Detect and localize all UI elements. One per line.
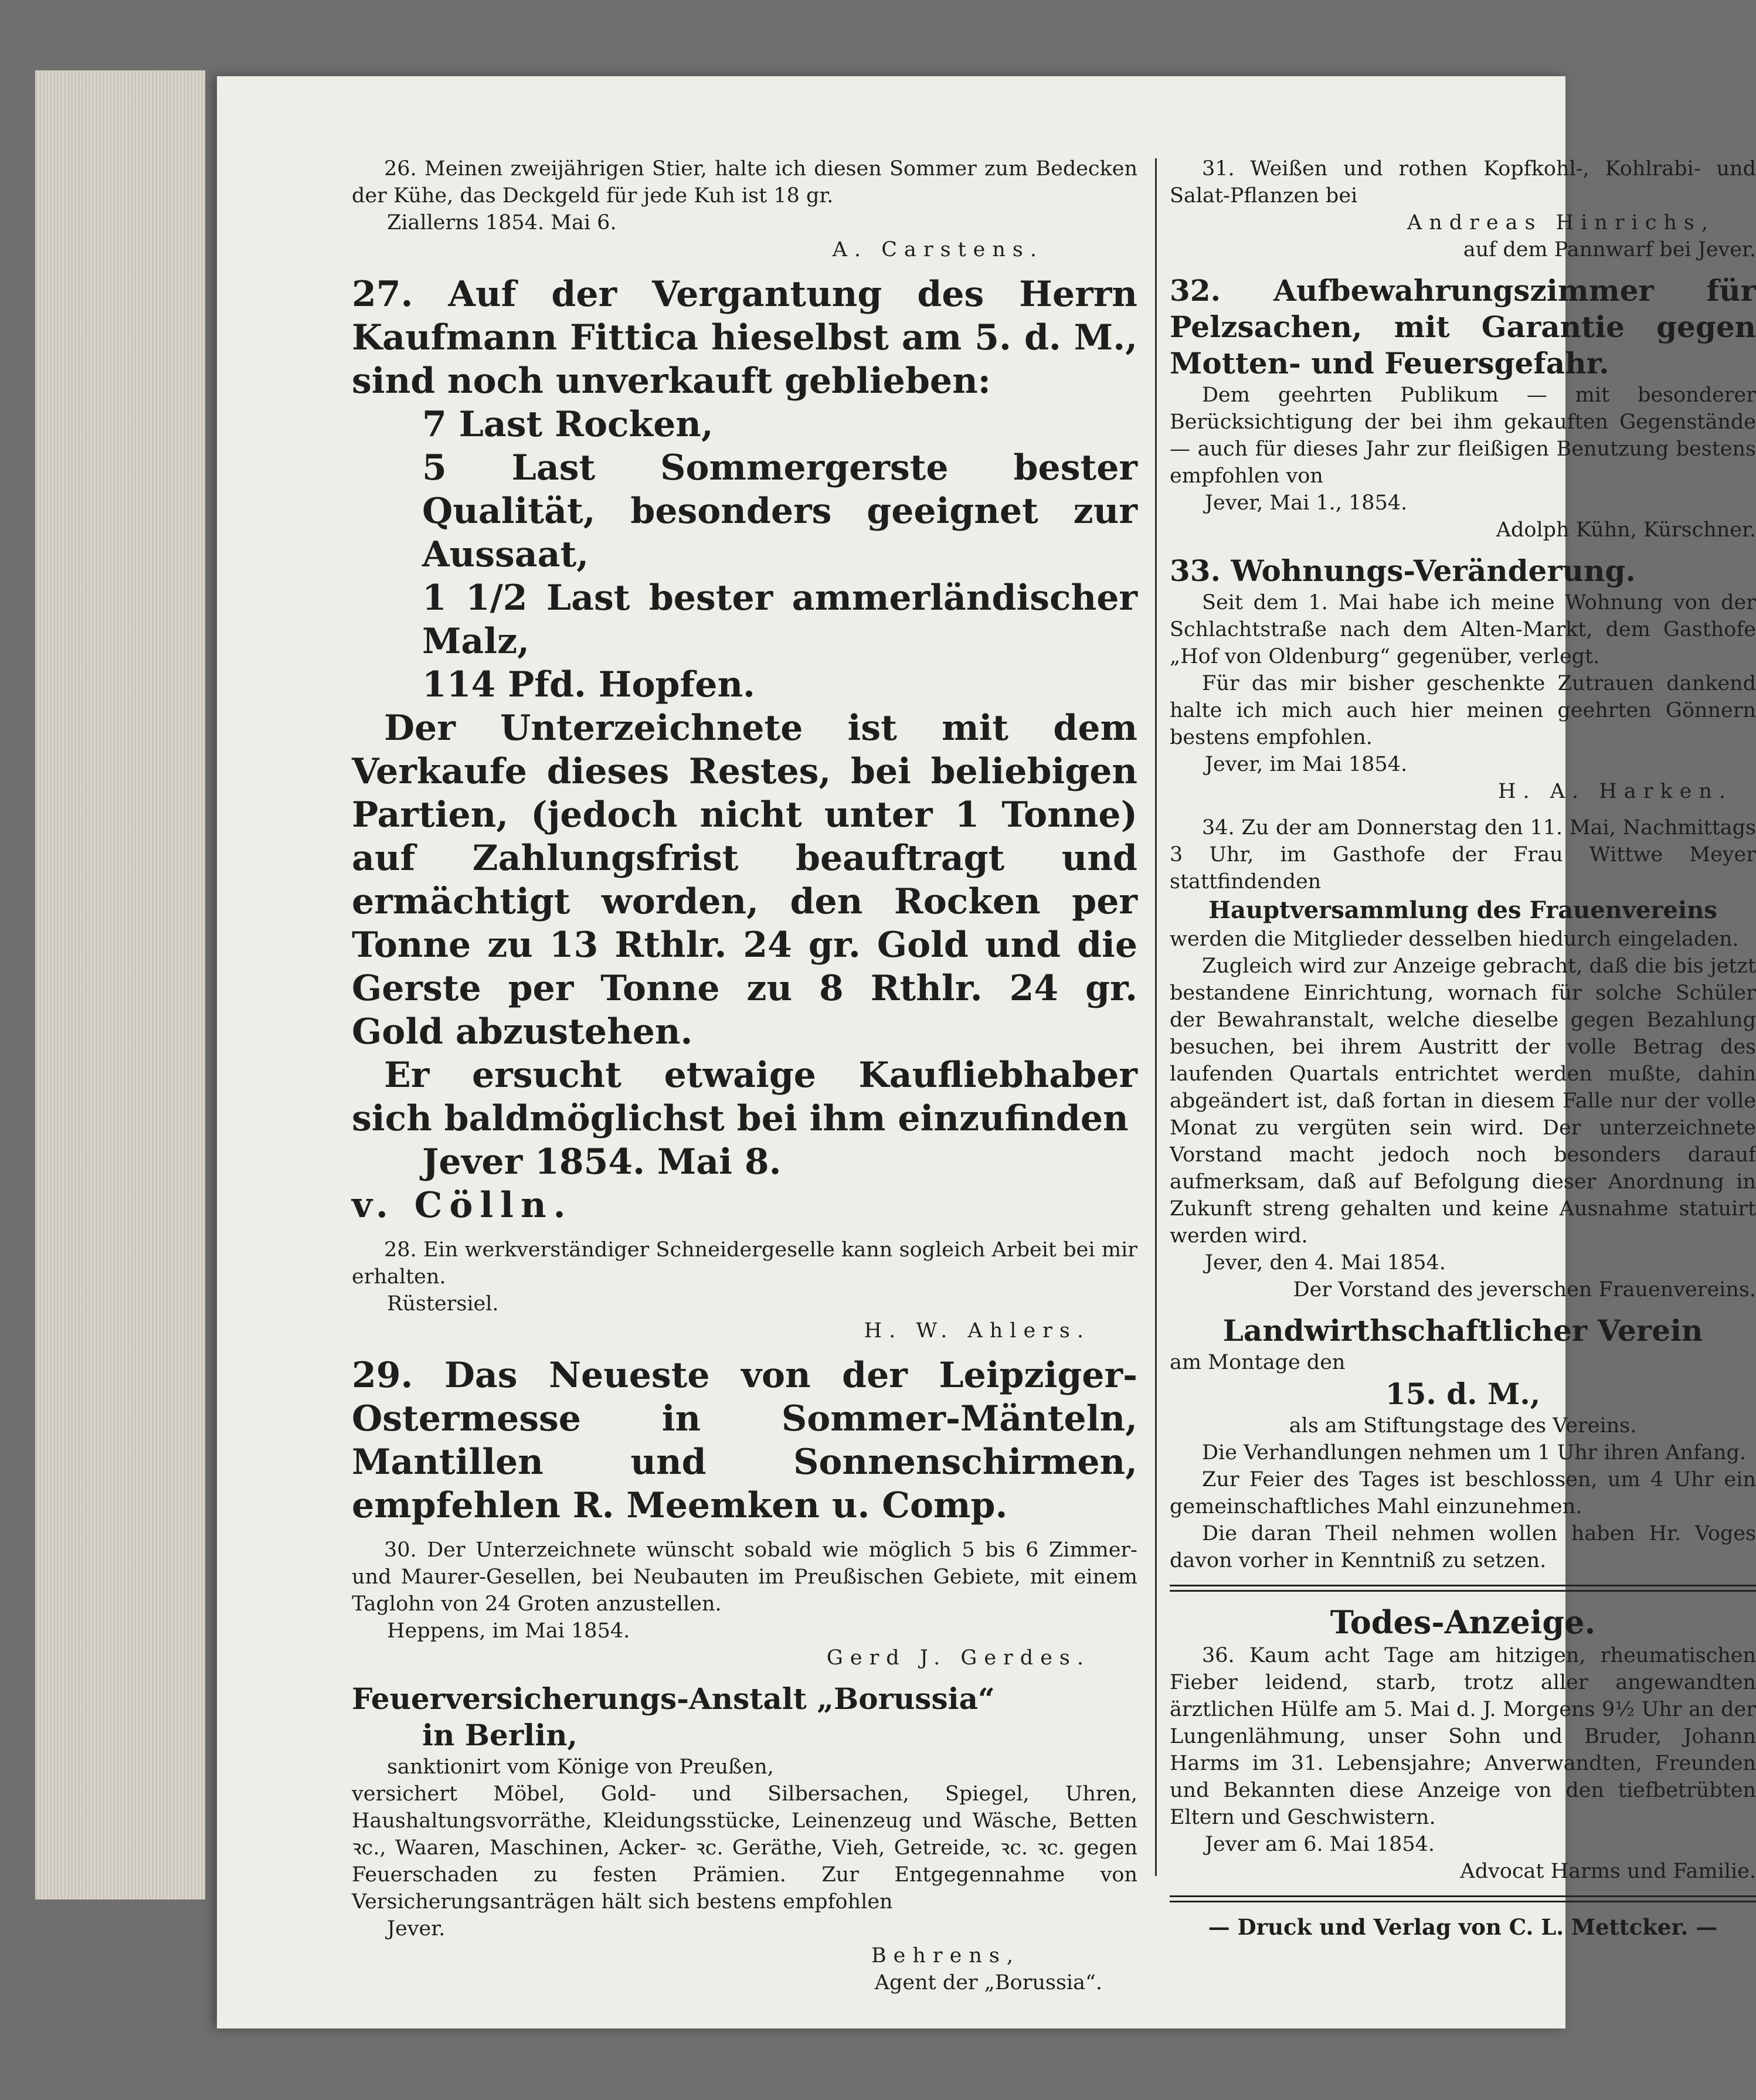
notice-34-body-2: Zugleich wird zur Anzeige gebracht, daß die bis jetzt bestandene Einrichtung, wornach für solche Schüler der Bewahranstalt, welche dieselbe gegen Bezahlung besuchen, bei ihrem Austritt der volle Betrag des laufenden Quartals entrichtet werden mußte, dahin abgeändert ist, daß fortan in diesem Falle nur der volle Monat zu vergüten sein wird. Der unterzeichnete Vorstand macht jedoch noch besonders darauf aufmerksam, daß auf Befolgung dieser Anordnung in Zukunft streng gehalten und keine Ausnahme statuirt werden wird.: [1170, 954, 1756, 1248]
notice-33-body-2: Für das mir bisher geschenkte Zutrauen dankend halte ich mich auch hier meinen geehrten Gönnern bestens empfohlen.: [1170, 672, 1756, 749]
insurance-place: Jever.: [387, 1917, 446, 1941]
notice-34-body-1: werden die Mitglieder desselben hiedurch eingeladen.: [1170, 927, 1739, 951]
notice-27-body-2: Er ersucht etwaige Kaufliebhaber sich baldmöglichst bei ihm einzufinden: [352, 1055, 1137, 1139]
newspaper-page: [217, 76, 1756, 2028]
notice-27-item-2: 5 Last Sommergerste bester Qualität, besonders geeignet zur Aussaat,: [422, 447, 1137, 575]
notice-28-place: Rüstersiel.: [387, 1292, 499, 1316]
double-rule: [1170, 1585, 1756, 1592]
notice-26-signature: A. Carstens.: [832, 238, 1044, 261]
insurance-subtitle: sanktionirt vom Könige von Preußen,: [387, 1755, 774, 1779]
notice-27-item-3: 1 1/2 Last bester ammerländischer Malz,: [422, 577, 1137, 662]
notice-34-signature: Der Vorstand des jeverschen Frauenvereins.: [1293, 1278, 1756, 1302]
notice-32-signature: Adolph Kühn, Kürschner.: [1496, 518, 1756, 542]
notice-29-text: 29. Das Neueste von der Leipziger-Ostermesse in Sommer-Mänteln, Mantillen und Sonnenschirmen, empfehlen R. Meemken u. Comp.: [352, 1355, 1137, 1526]
notice-35-subtitle: als am Stiftungstage des Vereins.: [1289, 1414, 1637, 1438]
notice-31-signature: Andreas Hinrichs,: [1407, 211, 1715, 235]
notice-34-date: Jever, den 4. Mai 1854.: [1205, 1251, 1446, 1275]
notice-33-heading: 33. Wohnungs-Veränderung.: [1170, 553, 1636, 588]
insurance-heading-city: in Berlin,: [422, 1718, 578, 1752]
notice-31-text: 31. Weißen und rothen Kopfkohl-, Kohlrabi- und Salat-Pflanzen bei: [1170, 157, 1756, 208]
right-column: [1170, 155, 1756, 1941]
notice-35-body-2: Zur Feier des Tages ist beschlossen, um 4 Uhr ein gemeinschaftliches Mahl einzunehmen.: [1170, 1468, 1756, 1518]
notice-27-intro: 27. Auf der Vergantung des Herrn Kaufmann Fittica hieselbst am 5. d. M., sind noch unverkauft geblieben:: [352, 274, 1137, 402]
notice-27-item-4: 114 Pfd. Hopfen.: [422, 664, 755, 705]
notice-26-text: 26. Meinen zweijährigen Stier, halte ich diesen Sommer zum Bedecken der Kühe, das Deckgeld für jede Kuh ist 18 gr.: [352, 157, 1137, 208]
notice-32-heading: 32. Aufbewahrungszimmer für Pelzsachen, mit Garantie gegen Motten- und Feuersgefahr.: [1170, 273, 1756, 380]
notice-31-place: auf dem Pannwarf bei Jever.: [1463, 238, 1756, 261]
notice-30-text: 30. Der Unterzeichnete wünscht sobald wie möglich 5 bis 6 Zimmer- und Maurer-Gesellen, bei Neubauten im Preußischen Gebiete, mit einem Taglohn von 24 Groten anzustellen.: [352, 1538, 1137, 1616]
notice-35-body-1: Die Verhandlungen nehmen um 1 Uhr ihren Anfang.: [1202, 1441, 1747, 1464]
notice-27-date: Jever 1854. Mai 8.: [422, 1141, 782, 1182]
death-notice-heading: Todes-Anzeige.: [1330, 1603, 1596, 1641]
footer-rule: [1170, 1895, 1756, 1902]
notice-28-signature: H. W. Ahlers.: [864, 1319, 1091, 1343]
notice-33-signature: H. A. Harken.: [1497, 780, 1733, 803]
notice-26-date: Ziallerns 1854. Mai 6.: [387, 211, 617, 235]
notice-34-intro: 34. Zu der am Donnerstag den 11. Mai, Nachmittags 3 Uhr, im Gasthofe der Frau Wittwe Meyer stattfindenden: [1170, 816, 1756, 893]
notice-35-date: 15. d. M.,: [1385, 1377, 1541, 1411]
notice-32-body: Dem geehrten Publikum — mit besonderer Berücksichtigung der bei ihm gekauften Gegenstände — auch für dieses Jahr zur fleißigen Benutzung bestens empfohlen von: [1170, 383, 1756, 488]
death-notice-body: 36. Kaum acht Tage am hitzigen, rheumatischen Fieber leidend, starb, trotz aller angewandten ärztlichen Hülfe am 5. Mai d. J. Morgens 9½ Uhr an der Lungenlähmung, unser Sohn und Bruder, Johann Harms im 31. Lebensjahre; Anverwandten, Freunden und Bekannten diese Anzeige von den tiefbetrübten Eltern und Geschwistern.: [1170, 1644, 1756, 1829]
notice-33-date: Jever, im Mai 1854.: [1205, 753, 1408, 776]
notice-35-body-3: Die daran Theil nehmen wollen haben Hr. Voges davon vorher in Kenntniß zu setzen.: [1170, 1522, 1756, 1572]
insurance-heading: Feuerversicherungs-Anstalt „Borussia“: [352, 1681, 995, 1716]
left-column: [352, 155, 1137, 1996]
death-notice-signature: Advocat Harms und Familie.: [1460, 1860, 1756, 1883]
insurance-body: versichert Möbel, Gold- und Silbersachen, Spiegel, Uhren, Haushaltungsvorräthe, Kleidungsstücke, Leinenzeug und Wäsche, Betten ꝛc., Waaren, Maschinen, Acker- ꝛc. Geräthe, Vieh, Getreide, ꝛc. ꝛc. gegen Feuerschaden zu festen Prämien. Zur Entgegennahme von Versicherungsanträgen hält sich bestens empfohlen: [352, 1782, 1137, 1914]
notice-32-date: Jever, Mai 1., 1854.: [1205, 491, 1408, 515]
page-stack-edge: [35, 70, 205, 1899]
notice-27-item-1: 7 Last Rocken,: [422, 404, 714, 445]
notice-27-signature: v. Cölln.: [352, 1185, 573, 1226]
insurance-signature: Behrens,: [871, 1944, 1020, 1968]
notice-33-body-1: Seit dem 1. Mai habe ich meine Wohnung von der Schlachtstraße nach dem Alten-Markt, dem Gasthofe „Hof von Oldenburg“ gegenüber, verlegt.: [1170, 591, 1756, 668]
notice-27-body: Der Unterzeichnete ist mit dem Verkaufe dieses Restes, bei beliebigen Partien, (jedoch nicht unter 1 Tonne) auf Zahlungsfrist beauftragt und ermächtigt worden, den Rocken per Tonne zu 13 Rthlr. 24 gr. Gold und die Gerste per Tonne zu 8 Rthlr. 24 gr. Gold abzustehen.: [352, 708, 1137, 1052]
death-notice-date: Jever am 6. Mai 1854.: [1205, 1833, 1435, 1856]
insurance-agent: Agent der „Borussia“.: [874, 1971, 1102, 1994]
notice-30-date: Heppens, im Mai 1854.: [387, 1619, 630, 1643]
notice-30-signature: Gerd J. Gerdes.: [826, 1646, 1091, 1670]
column-divider: [1155, 158, 1157, 1876]
notice-35-heading: Landwirthschaftlicher Verein: [1222, 1313, 1703, 1348]
imprint-footer: — Druck und Verlag von C. L. Mettcker. —: [1208, 1914, 1718, 1940]
notice-34-heading: Hauptversammlung des Frauenvereins: [1208, 896, 1717, 924]
notice-35-line: am Montage den: [1170, 1351, 1346, 1374]
notice-28-text: 28. Ein werkverständiger Schneidergeselle kann sogleich Arbeit bei mir erhalten.: [352, 1238, 1137, 1289]
